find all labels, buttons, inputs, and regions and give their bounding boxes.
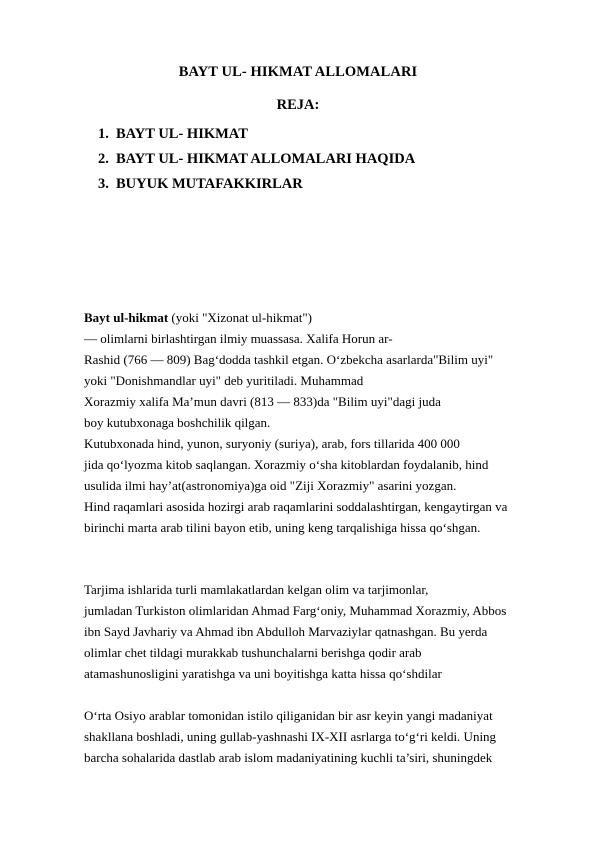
paragraph-line: Xorazmiy xalifa Ma’mun davri (813 — 833)da "Bilim uyi"dagi juda: [84, 394, 441, 409]
plan-item: [98, 147, 415, 172]
paragraph-line: ibn Sayd Javhariy va Ahmad ibn Abdulloh Marvaziylar qatnashgan. Bu yerda: [84, 624, 488, 639]
plan-heading: REJA:: [276, 97, 320, 113]
plan-item-number: 2.: [98, 151, 109, 167]
plan-item-text: BAYT UL- HIKMAT ALLOMALARI HAQIDA: [116, 151, 416, 167]
plan-item: [98, 122, 415, 147]
paragraph-line: olimlar chet tildagi murakkab tushunchalarni berishga qodir arab: [84, 645, 422, 660]
paragraph-central-asia: [84, 705, 554, 768]
plan-item-number: 1.: [98, 126, 109, 142]
page-title: BAYT UL- HIKMAT ALLOMALARI: [178, 64, 418, 80]
plan-item-text: BUYUK MUTAFAKKIRLAR: [116, 176, 303, 192]
plan-list: [98, 122, 415, 197]
paragraph-line: Rashid (766 — 809) Bag‘dodda tashkil etgan. O‘zbekcha asarlarda"Bilim uyi": [84, 352, 494, 367]
paragraph-line: boy kutubxonaga boshchilik qilgan.: [84, 415, 271, 430]
line-text: (yoki "Xizonat ul-hikmat"): [168, 310, 312, 325]
paragraph-line: Tarjima ishlarida turli mamlakatlardan kelgan olim va tarjimonlar,: [84, 582, 429, 597]
paragraph-line: — olimlarni birlashtirgan ilmiy muassasa. Xalifa Horun ar-: [84, 331, 393, 346]
paragraph-line: [84, 307, 554, 328]
paragraph-line: jumladan Turkiston olimlaridan Ahmad Farg‘oniy, Muhammad Xorazmiy, Abbos: [84, 603, 507, 618]
plan-item-text: BAYT UL- HIKMAT: [116, 126, 248, 142]
paragraph-line: O‘rta Osiyo arablar tomonidan istilo qiliganidan bir asr keyin yangi madaniyat: [84, 708, 493, 723]
term-bold: Bayt ul-hikmat: [84, 310, 169, 325]
paragraph-line: shakllana boshladi, uning gullab-yashnashi IX-XII asrlarga to‘g‘ri keldi. Uning: [84, 729, 497, 744]
paragraph-translators: [84, 579, 554, 684]
paragraph-line: atamashunosligini yaratishga va uni boyitishga katta hissa qo‘shdilar: [84, 666, 442, 681]
plan-item: [98, 172, 415, 197]
paragraph-bayt-ul-hikmat: [84, 307, 554, 538]
paragraph-line: birinchi marta arab tilini bayon etib, uning keng tarqalishiga hissa qo‘shgan.: [84, 520, 481, 535]
paragraph-line: Kutubxonada hind, yunon, suryoniy (suriya), arab, fors tillarida 400 000: [84, 436, 460, 451]
paragraph-line: yoki "Donishmandlar uyi" deb yuritiladi. Muhammad: [84, 373, 364, 388]
paragraph-line: Hind raqamlari asosida hozirgi arab raqamlarini soddalashtirgan, kengaytirgan va: [84, 499, 508, 514]
paragraph-line: barcha sohalarida dastlab arab islom madaniyatining kuchli ta’siri, shuningdek: [84, 750, 493, 765]
paragraph-line: usulida ilmi hay’at(astronomiya)ga oid "Ziji Xorazmiy" asarini yozgan.: [84, 478, 457, 493]
paragraph-line: jida qo‘lyozma kitob saqlangan. Xorazmiy o‘sha kitoblardan foydalanib, hind: [84, 457, 489, 472]
plan-item-number: 3.: [98, 176, 109, 192]
